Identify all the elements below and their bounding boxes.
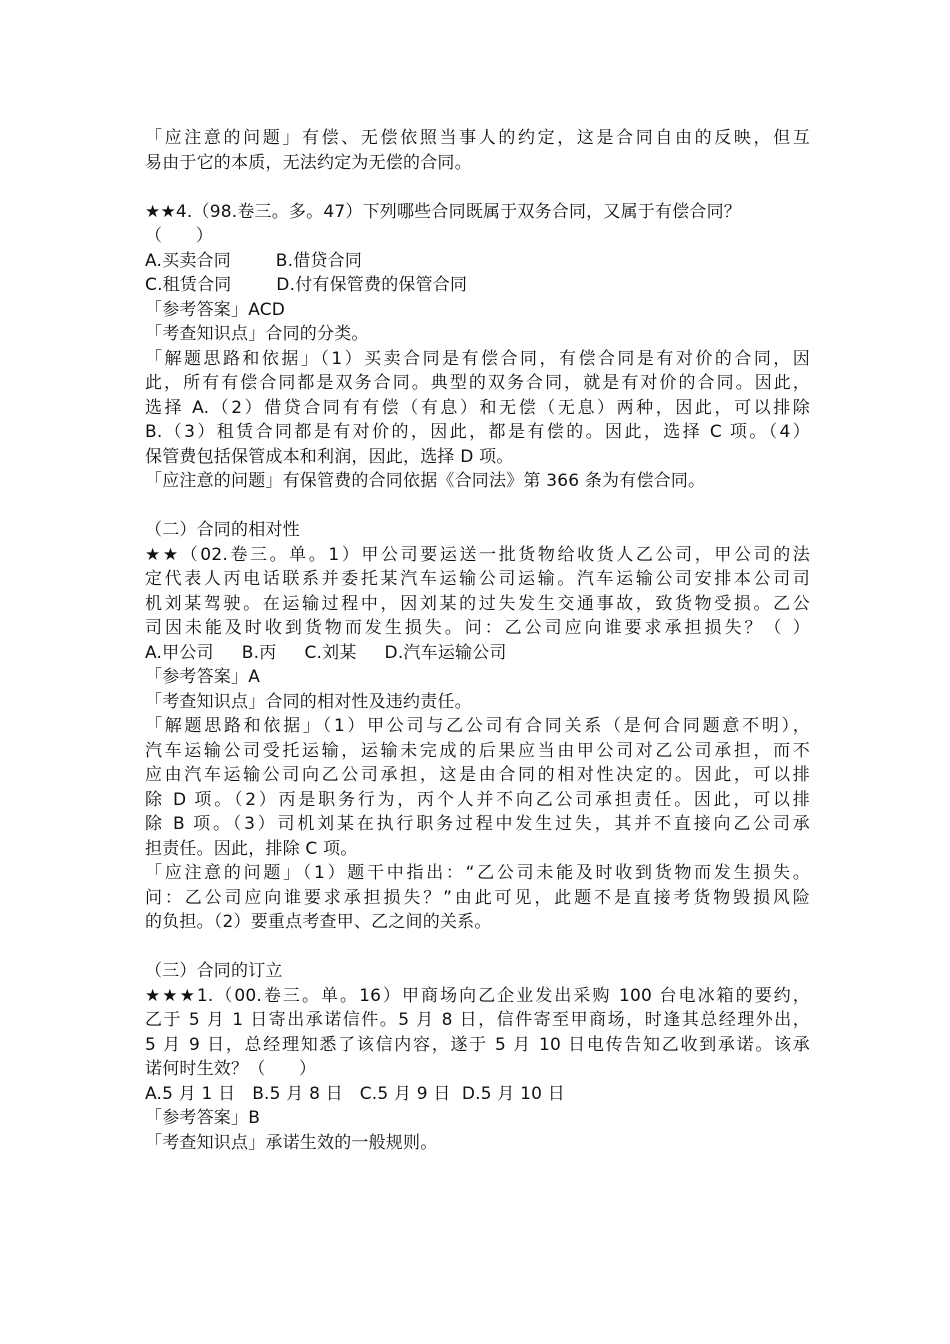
question-line: ★★★1.（00.卷三。单。16）甲商场向乙企业发出采购 100 台电冰箱的要约， xyxy=(145,985,810,1006)
note-line: 的负担。（2）要重点考查甲、乙之间的关系。 xyxy=(145,912,492,932)
knowledge-point: 「考查知识点」合同的分类。 xyxy=(145,324,369,344)
paragraph-gap xyxy=(145,175,810,200)
paragraph-gap xyxy=(145,494,810,519)
question-line: 定代表人丙电话联系并委托某汽车运输公司运输。汽车运输公司安排本公司司 xyxy=(145,569,810,589)
question-line: 乙于 5 月 1 日寄出承诺信件。5 月 8 日，信件寄至甲商场，时逢其总经理外出， xyxy=(145,1010,810,1030)
options-row: A.5 月 1 日 B.5 月 8 日 C.5 月 9 日 D.5 月 10 日 xyxy=(145,1083,565,1104)
section-heading: （三）合同的订立 xyxy=(145,961,283,981)
note-line: 问：乙公司应向谁要求承担损失？”由此可见，此题不是直接考货物毁损风险 xyxy=(145,887,810,908)
document-page xyxy=(145,126,810,1155)
text-line: 「应注意的问题」有偿、无偿依照当事人的约定，这是合同自由的反映，但互 xyxy=(145,128,810,148)
options-row: C.租赁合同 D.付有保管费的保管合同 xyxy=(145,275,468,295)
analysis-line: 除 B 项。（3）司机刘某在执行职务过程中发生过失，其并不直接向乙公司承 xyxy=(145,814,810,834)
section-note-prev xyxy=(145,126,810,175)
paragraph-gap xyxy=(145,935,810,960)
answer-blank: （ ） xyxy=(145,226,214,246)
section-heading: （二）合同的相对性 xyxy=(145,520,300,540)
analysis-line: 汽车运输公司受托运输，运输未完成的后果应当由甲公司对乙公司承担，而不 xyxy=(145,740,810,761)
analysis-line: 除 D 项。（2）丙是职务行为，丙个人并不向乙公司承担责任。因此，可以排 xyxy=(145,789,810,810)
text-line: 易由于它的本质，无法约定为无偿的合同。 xyxy=(145,152,472,173)
question-line: 5 月 9 日，总经理知悉了该信内容，遂于 5 月 10 日电传告知乙收到承诺。该承 xyxy=(145,1034,810,1055)
analysis-line: 保管费包括保管成本和利润，因此，选择 D 项。 xyxy=(145,446,514,467)
knowledge-point: 「考查知识点」承诺生效的一般规则。 xyxy=(145,1132,438,1153)
question-line: 诺何时生效？（ ） xyxy=(145,1059,317,1079)
section-contract-formation xyxy=(145,959,810,1155)
note-line: 「应注意的问题」（1）题干中指出：“乙公司未能及时收到货物而发生损失。 xyxy=(145,863,810,883)
question-line: 司因未能及时收到货物而发生损失。问：乙公司应向谁要求承担损失？（ ） xyxy=(145,618,810,638)
analysis-line: 此，所有有偿合同都是双务合同。典型的双务合同，就是有对价的合同。因此， xyxy=(145,373,810,393)
analysis-line: 担责任。因此，排除 C 项。 xyxy=(145,838,358,859)
analysis-line: 「解题思路和依据」（1）甲公司与乙公司有合同关系（是何合同题意不明）， xyxy=(145,716,810,736)
analysis-line: 「解题思路和依据」（1）买卖合同是有偿合同，有偿合同是有对价的合同，因 xyxy=(145,348,810,369)
question-title: ★★4.（98.卷三。多。47）下列哪些合同既属于双务合同，又属于有偿合同？ xyxy=(145,201,741,222)
question-line: 机刘某驾驶。在运输过程中，因刘某的过失发生交通事故，致货物受损。乙公 xyxy=(145,593,810,614)
question-line: ★★（02.卷三。单。1）甲公司要运送一批货物给收货人乙公司，甲公司的法 xyxy=(145,544,810,565)
knowledge-point: 「考查知识点」合同的相对性及违约责任。 xyxy=(145,691,472,712)
reference-answer: 「参考答案」ACD xyxy=(145,299,286,320)
analysis-line: 选择 A.（2）借贷合同有有偿（有息）和无偿（无息）两种，因此，可以排除 xyxy=(145,397,810,418)
options-row: A.甲公司 B.丙 C.刘某 D.汽车运输公司 xyxy=(145,642,507,663)
analysis-line: B.（3）租赁合同都是有对价的，因此，都是有偿的。因此，选择 C 项。（4） xyxy=(145,422,810,442)
section-question-4 xyxy=(145,200,810,494)
options-row: A.买卖合同 B.借贷合同 xyxy=(145,250,363,271)
reference-answer: 「参考答案」B xyxy=(145,1108,261,1128)
note-line: 「应注意的问题」有保管费的合同依据《合同法》第 366 条为有偿合同。 xyxy=(145,471,706,491)
analysis-line: 应由汽车运输公司向乙公司承担，这是由合同的相对性决定的。因此，可以排 xyxy=(145,765,810,785)
section-contract-relativity xyxy=(145,518,810,935)
reference-answer: 「参考答案」A xyxy=(145,667,261,687)
